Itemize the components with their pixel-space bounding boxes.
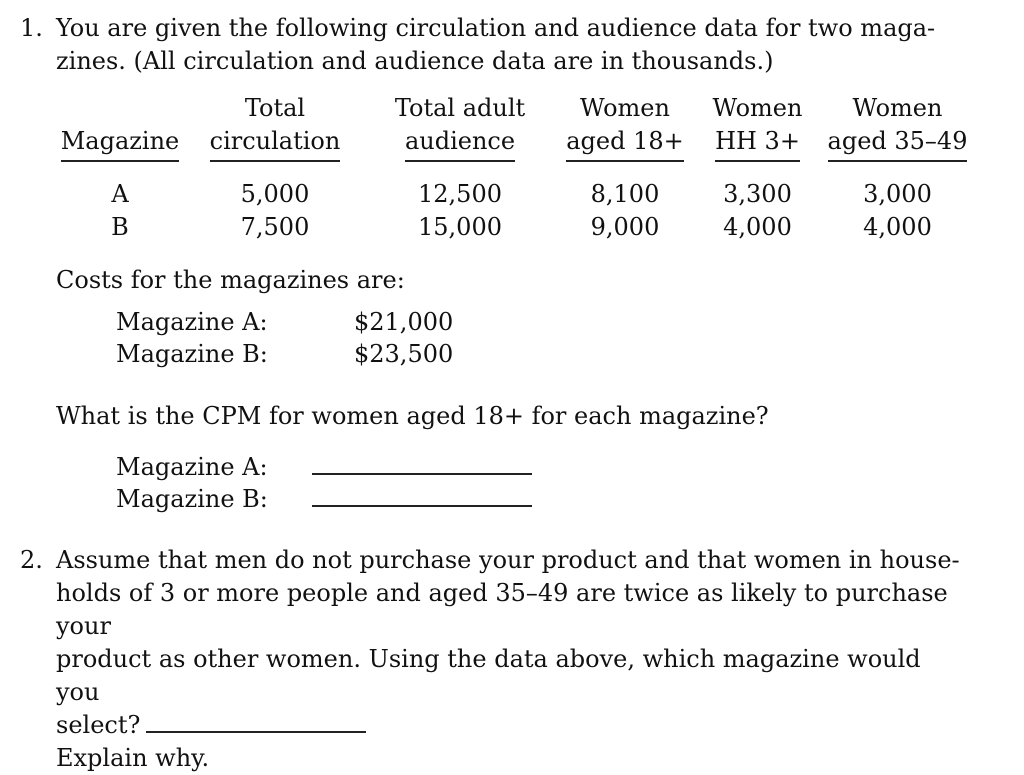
intro-line-2: zines. (All circulation and audience data are in thousands.) (56, 47, 774, 75)
header-total-adult-audience-top: Total adult (394, 94, 526, 122)
circulation-table (55, 92, 975, 244)
header-women-hh3: HH 3+ (715, 125, 800, 162)
select-magazine-blank[interactable] (146, 709, 366, 733)
q2-line-3: product as other women. Using the data above, which magazine would you (56, 645, 921, 706)
table-cell: 5,000 (240, 180, 310, 208)
answer-label-b: Magazine B: (116, 485, 268, 513)
table-row (55, 211, 975, 244)
table-cell: A (111, 180, 129, 208)
header-total-adult-audience: audience (405, 125, 515, 162)
header-total-circulation-top: Total (244, 94, 306, 122)
table-cell: 12,500 (418, 180, 502, 208)
table-row (55, 178, 975, 211)
q2-line-5: Explain why. (56, 744, 210, 772)
table-cell: 4,000 (863, 213, 932, 241)
question-1 (20, 12, 970, 78)
header-row-2 (55, 125, 975, 162)
question-2-text (56, 544, 970, 775)
header-magazine-top (55, 92, 185, 125)
header-women-35-49: aged 35–49 (828, 125, 968, 162)
header-women-18-top: Women (580, 94, 670, 122)
table-cell: 7,500 (240, 213, 310, 241)
table-cell: 3,000 (863, 180, 932, 208)
q2-line-4: select? (56, 711, 141, 739)
intro-line-1: You are given the following circulation and audience data for two maga- (56, 14, 936, 42)
table-cell: 3,300 (723, 180, 792, 208)
question-1-number: 1. (20, 14, 43, 42)
table-cell: 4,000 (723, 213, 792, 241)
question-2-number: 2. (20, 546, 43, 574)
header-women-18: aged 18+ (566, 125, 684, 162)
header-total-circulation: circulation (210, 125, 341, 162)
q2-line-2: holds of 3 or more people and aged 35–49 are twice as likely to purchase your (56, 579, 948, 640)
cost-label-b: Magazine B: (116, 340, 268, 368)
header-women-hh3-top: Women (712, 94, 803, 122)
q2-line-4-row (56, 709, 970, 742)
answer-blank-a[interactable] (312, 473, 532, 475)
question-1-intro (56, 12, 970, 78)
answer-label-a: Magazine A: (116, 453, 268, 481)
header-women-35-49-top: Women (852, 94, 943, 122)
cpm-question: What is the CPM for women aged 18+ for each magazine? (56, 402, 769, 430)
table-cell: B (111, 213, 129, 241)
cost-value-b: $23,500 (354, 340, 454, 368)
table-cell: 8,100 (590, 180, 660, 208)
header-magazine: Magazine (61, 125, 180, 162)
table-cell: 9,000 (590, 213, 660, 241)
q2-line-1: Assume that men do not purchase your product and that women in house- (56, 546, 960, 574)
table-cell: 15,000 (418, 213, 502, 241)
cost-value-a: $21,000 (354, 308, 454, 336)
costs-label: Costs for the magazines are: (56, 266, 405, 294)
answer-blank-b[interactable] (312, 505, 532, 507)
header-row-1 (55, 92, 975, 125)
cost-label-a: Magazine A: (116, 308, 268, 336)
question-2 (20, 544, 970, 775)
